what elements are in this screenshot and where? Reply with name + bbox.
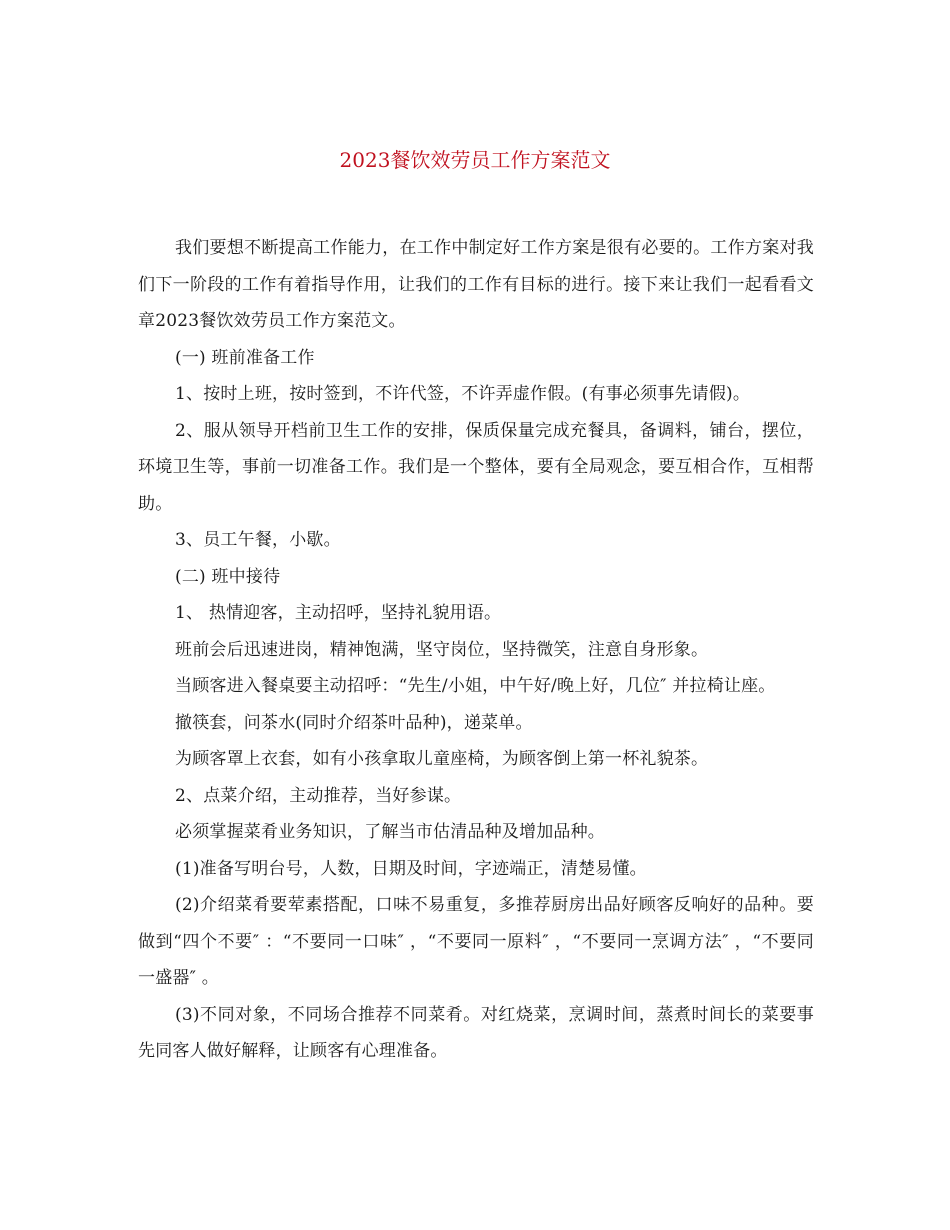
paragraph: 1、 热情迎客，主动招呼，坚持礼貌用语。 — [175, 603, 502, 623]
paragraph: 撤筷套，问茶水(同时介绍茶叶品种)，递菜单。 — [175, 712, 533, 733]
paragraph: 1、按时上班，按时签到，不许代签，不许弄虚作假。(有事必须事先请假)。 — [175, 384, 751, 404]
document-body — [138, 230, 814, 1070]
paragraph-intro: 我们要想不断提高工作能力，在工作中制定好工作方案是很有必要的。工作方案对我们下一阶段的工作有着指导作用，让我们的工作有目标的进行。接下来让我们一起看看文章2023餐饮效劳员工作方案范文。 — [138, 238, 814, 331]
paragraph: (3)不同对象，不同场合推荐不同菜肴。对红烧菜，烹调时间，蒸煮时间长的菜要事先同客人做好解释，让顾客有心理准备。 — [138, 1004, 814, 1061]
paragraph: 3、员工午餐，小歇。 — [175, 530, 341, 550]
paragraph: (1)准备写明台号，人数，日期及时间，字迹端正，清楚易懂。 — [175, 858, 647, 879]
paragraph: 为顾客罩上衣套，如有小孩拿取儿童座椅，为顾客倒上第一杯礼貌茶。 — [175, 749, 709, 769]
section-heading-in-shift: (二) 班中接待 — [175, 566, 281, 587]
paragraph: 2、点菜介绍，主动推荐，当好参谋。 — [175, 785, 462, 806]
paragraph: (2)介绍菜肴要荤素搭配，口味不易重复，多推荐厨房出品好顾客反响好的品种。要做到“四个不要″ ：“不要同一口味″ ，“不要同一原料″ ，“不要同一烹调方法″ ，“不要同一盛器″ 。 — [138, 895, 814, 988]
paragraph: 当顾客进入餐桌要主动招呼：“先生/小姐，中午好/晚上好，几位″ 并拉椅让座。 — [175, 676, 776, 696]
paragraph: 2、服从领导开档前卫生工作的安排，保质保量完成充餐具，备调料，铺台，摆位，环境卫生等，事前一切准备工作。我们是一个整体，要有全局观念，要互相合作，互相帮助。 — [138, 420, 814, 514]
document-title: 2023餐饮效劳员工作方案范文 — [339, 148, 611, 172]
paragraph: 班前会后迅速进岗，精神饱满，坚守岗位，坚持微笑，注意自身形象。 — [175, 639, 709, 660]
section-heading-pre-shift: (一) 班前准备工作 — [175, 347, 315, 368]
paragraph: 必须掌握菜肴业务知识，了解当市估清品种及增加品种。 — [175, 822, 605, 842]
